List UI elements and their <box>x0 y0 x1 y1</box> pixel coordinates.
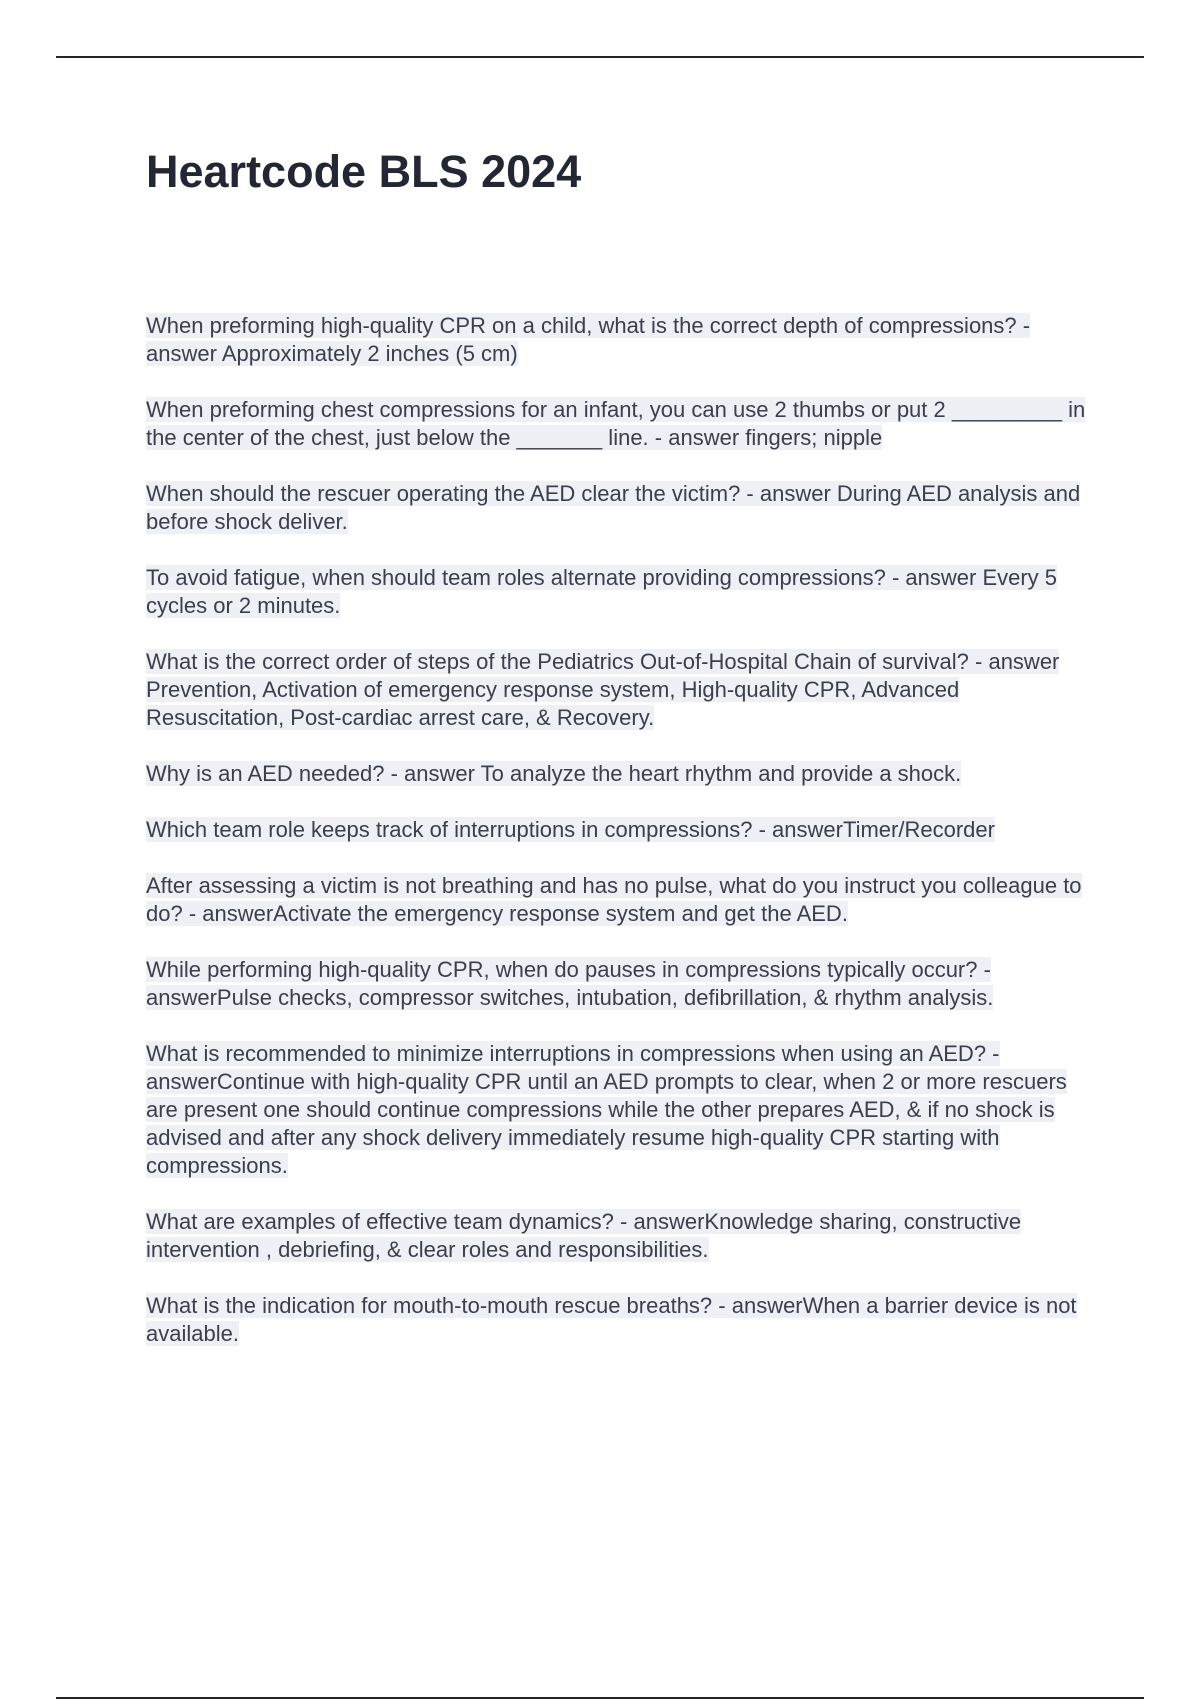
qa-text: When preforming high-quality CPR on a child, what is the correct depth of compressions? - answer Approximately 2 inches (5 cm) <box>146 313 1031 366</box>
qa-text: Which team role keeps track of interruptions in compressions? - answerTimer/Recorder <box>146 817 995 842</box>
qa-text: To avoid fatigue, when should team roles alternate providing compressions? - answer Every 5 cycles or 2 minutes. <box>146 565 1058 618</box>
qa-item-8 <box>146 872 1096 928</box>
qa-item-1 <box>146 312 1096 368</box>
page-title: Heartcode BLS 2024 <box>146 146 582 197</box>
qa-item-12 <box>146 1292 1096 1348</box>
qa-text: While performing high-quality CPR, when do pauses in compressions typically occur? - answerPulse checks, compressor switches, intubation, defibrillation, & rhythm analysis. <box>146 957 994 1010</box>
qa-item-3 <box>146 480 1096 536</box>
qa-text: When preforming chest compressions for an infant, you can use 2 thumbs or put 2 _________ in the center of the chest, just below the _______ line. - answer fingers; nipple <box>146 397 1086 450</box>
qa-item-6 <box>146 760 1096 788</box>
qa-item-2 <box>146 396 1096 452</box>
qa-text: What is the indication for mouth-to-mouth rescue breaths? - answerWhen a barrier device is not available. <box>146 1293 1077 1346</box>
qa-item-9 <box>146 956 1096 1012</box>
qa-text: Why is an AED needed? - answer To analyze the heart rhythm and provide a shock. <box>146 761 962 786</box>
qa-text: When should the rescuer operating the AED clear the victim? - answer During AED analysis and before shock deliver. <box>146 481 1081 534</box>
qa-item-5 <box>146 648 1096 732</box>
top-rule <box>56 56 1144 58</box>
qa-list <box>146 312 1096 1376</box>
qa-text: What is the correct order of steps of the Pediatrics Out-of-Hospital Chain of survival? - answer Prevention, Activation of emergency response system, High-quality CPR, Advanced Resuscitation, Post-cardiac arrest care, & Recovery. <box>146 649 1060 730</box>
qa-item-4 <box>146 564 1096 620</box>
bottom-rule <box>56 1697 1144 1699</box>
qa-item-10 <box>146 1040 1096 1180</box>
qa-text: After assessing a victim is not breathing and has no pulse, what do you instruct you colleague to do? - answerActivate the emergency response system and get the AED. <box>146 873 1082 926</box>
qa-item-7 <box>146 816 1096 844</box>
qa-text: What is recommended to minimize interruptions in compressions when using an AED? - answerContinue with high-quality CPR until an AED prompts to clear, when 2 or more rescuers are present one should continue compressions while the other prepares AED, & if no shock is advised and after any shock delivery immediately resume high-quality CPR starting with compressions. <box>146 1041 1067 1178</box>
qa-text: What are examples of effective team dynamics? - answerKnowledge sharing, constructive intervention , debriefing, & clear roles and responsibilities. <box>146 1209 1022 1262</box>
qa-item-11 <box>146 1208 1096 1264</box>
